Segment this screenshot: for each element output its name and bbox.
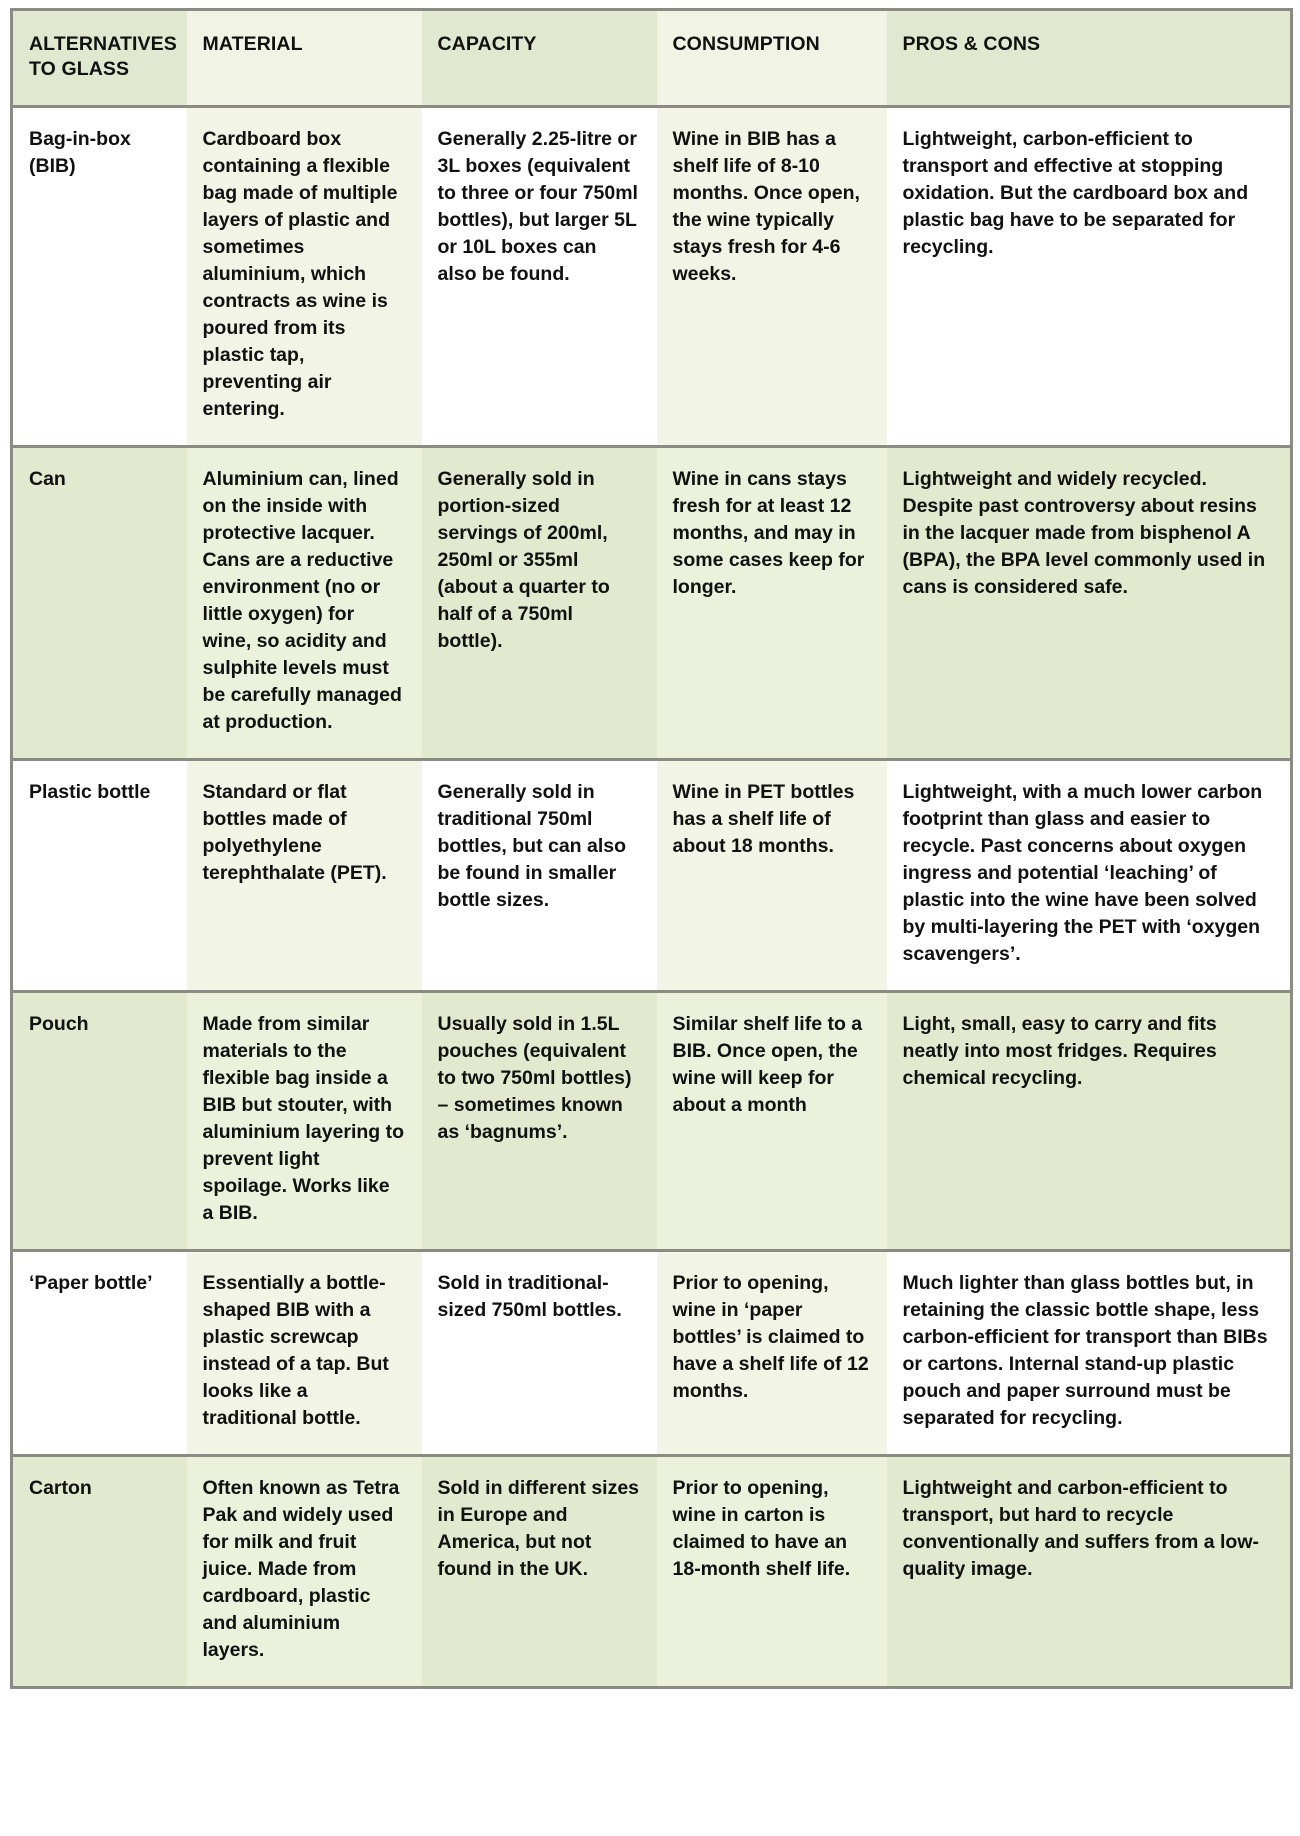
table-header [12,10,1292,107]
table-row [12,759,1292,991]
column-header-material: MATERIAL [187,10,422,107]
cell-capacity: Generally 2.25-litre or 3L boxes (equivalent to three or four 750ml bottles), but larger 5L or 10L boxes can also be found. [422,106,657,446]
cell-capacity: Generally sold in portion-sized servings of 200ml, 250ml or 355ml (about a quarter to half of a 750ml bottle). [422,446,657,759]
column-header-pros-and-cons: PROS & CONS [887,10,1292,107]
cell-alternative: Bag-in-box (BIB) [12,106,187,446]
column-header-consumption: CONSUMPTION [657,10,887,107]
wine-packaging-alternatives-table [10,8,1293,1689]
cell-alternative: Pouch [12,991,187,1250]
cell-pros-cons: Much lighter than glass bottles but, in retaining the classic bottle shape, less carbon-efficient for transport than BIBs or cartons. Internal stand-up plastic pouch and paper surround must be separated for recycling. [887,1250,1292,1455]
column-header-capacity: CAPACITY [422,10,657,107]
cell-material: Aluminium can, lined on the inside with protective lacquer. Cans are a reductive environment (no or little oxygen) for wine, so acidity and sulphite levels must be carefully managed at production. [187,446,422,759]
table-body [12,106,1292,1687]
cell-pros-cons: Lightweight, with a much lower carbon footprint than glass and easier to recycle. Past concerns about oxygen ingress and potential ‘leaching’ of plastic into the wine have been solved by multi-layering the PET with ‘oxygen scavengers’. [887,759,1292,991]
table-row [12,1455,1292,1687]
cell-alternative: Can [12,446,187,759]
table-row [12,991,1292,1250]
cell-pros-cons: Lightweight and widely recycled. Despite past controversy about resins in the lacquer made from bisphenol A (BPA), the BPA level commonly used in cans is considered safe. [887,446,1292,759]
cell-material: Cardboard box containing a flexible bag made of multiple layers of plastic and sometimes aluminium, which contracts as wine is poured from its plastic tap, preventing air entering. [187,106,422,446]
cell-capacity: Sold in traditional-sized 750ml bottles. [422,1250,657,1455]
header-row [12,10,1292,107]
cell-material: Often known as Tetra Pak and widely used for milk and fruit juice. Made from cardboard, plastic and aluminium layers. [187,1455,422,1687]
table-row [12,106,1292,446]
cell-material: Essentially a bottle-shaped BIB with a plastic screwcap instead of a tap. But looks like a traditional bottle. [187,1250,422,1455]
table-row [12,446,1292,759]
cell-alternative: ‘Paper bottle’ [12,1250,187,1455]
cell-alternative: Carton [12,1455,187,1687]
cell-consumption: Wine in PET bottles has a shelf life of about 18 months. [657,759,887,991]
cell-consumption: Prior to opening, wine in carton is claimed to have an 18-month shelf life. [657,1455,887,1687]
cell-pros-cons: Lightweight, carbon-efficient to transport and effective at stopping oxidation. But the cardboard box and plastic bag have to be separated for recycling. [887,106,1292,446]
cell-capacity: Usually sold in 1.5L pouches (equivalent to two 750ml bottles) – sometimes known as ‘bagnums’. [422,991,657,1250]
cell-consumption: Wine in BIB has a shelf life of 8-10 months. Once open, the wine typically stays fresh for 4-6 weeks. [657,106,887,446]
cell-pros-cons: Lightweight and carbon-efficient to transport, but hard to recycle conventionally and suffers from a low-quality image. [887,1455,1292,1687]
cell-consumption: Similar shelf life to a BIB. Once open, the wine will keep for about a month [657,991,887,1250]
table-row [12,1250,1292,1455]
column-header-alternatives-to-glass: ALTERNATIVES TO GLASS [12,10,187,107]
cell-consumption: Prior to opening, wine in ‘paper bottles’ is claimed to have a shelf life of 12 months. [657,1250,887,1455]
cell-consumption: Wine in cans stays fresh for at least 12 months, and may in some cases keep for longer. [657,446,887,759]
cell-capacity: Generally sold in traditional 750ml bottles, but can also be found in smaller bottle sizes. [422,759,657,991]
cell-material: Made from similar materials to the flexible bag inside a BIB but stouter, with aluminium layering to prevent light spoilage. Works like a BIB. [187,991,422,1250]
cell-capacity: Sold in different sizes in Europe and America, but not found in the UK. [422,1455,657,1687]
cell-material: Standard or flat bottles made of polyethylene terephthalate (PET). [187,759,422,991]
cell-pros-cons: Light, small, easy to carry and fits neatly into most fridges. Requires chemical recycling. [887,991,1292,1250]
cell-alternative: Plastic bottle [12,759,187,991]
